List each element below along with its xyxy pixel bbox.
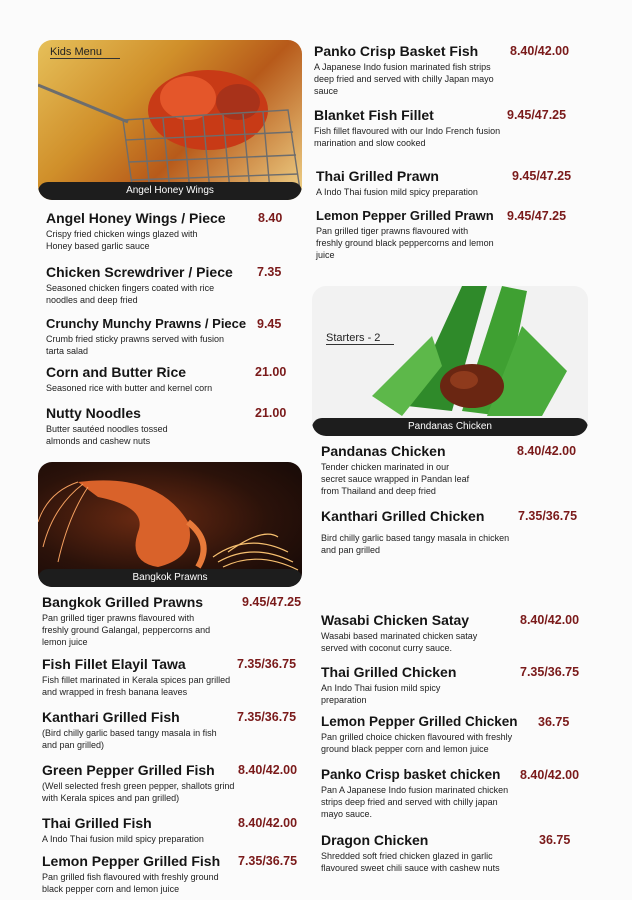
item-price: 9.45/47.25 <box>507 108 567 122</box>
item-description: Seasoned chicken fingers coated with rice noodles and deep fried <box>46 283 215 305</box>
item-name: Green Pepper Grilled Fish <box>42 762 215 778</box>
item-name: Lemon Pepper Grilled Prawn <box>316 208 494 223</box>
item-description: (Bird chilly garlic based tangy masala in fish and pan grilled) <box>42 728 217 750</box>
pandanas-chicken-photo <box>312 286 588 436</box>
bangkok-prawns-photo <box>38 462 302 587</box>
item-name: Chicken Screwdriver / Piece <box>46 264 233 280</box>
menu-item <box>42 762 306 804</box>
menu-item <box>321 714 591 755</box>
item-name: Thai Grilled Chicken <box>321 664 457 680</box>
item-name: Kanthari Grilled Chicken <box>321 508 485 524</box>
item-name: Crunchy Munchy Prawns / Piece <box>46 316 247 331</box>
menu-item <box>314 43 590 97</box>
item-name: Kanthari Grilled Fish <box>42 709 180 725</box>
menu-item <box>321 767 591 820</box>
item-name: Pandanas Chicken <box>321 443 446 459</box>
menu-item <box>321 832 591 874</box>
item-description: Shredded soft fried chicken glazed in garlic flavoured sweet chili sauce with cashew nuts <box>321 851 500 873</box>
menu-item <box>42 853 306 895</box>
item-description: A Japanese Indo fusion marinated fish strips deep fried and served with chilly Japan mayo sauce <box>314 62 494 96</box>
item-description: An Indo Thai fusion mild spicy preparation <box>321 683 441 705</box>
item-price: 7.35 <box>257 265 282 279</box>
item-description: A Indo Thai fusion mild spicy preparation <box>316 187 478 197</box>
item-price: 9.45/47.25 <box>242 595 302 609</box>
bangkok-prawns-caption: Bangkok Prawns <box>38 569 302 587</box>
menu-item <box>321 612 591 654</box>
item-description: Pan grilled fish flavoured with freshly ground black pepper corn and lemon juice <box>42 872 219 894</box>
item-price: 8.40/42.00 <box>238 763 298 777</box>
item-description: (Well selected fresh green pepper, shallots grind with Kerala spices and pan grilled) <box>42 781 235 803</box>
menu-item <box>42 815 306 845</box>
item-name: Fish Fillet Elayil Tawa <box>42 656 186 672</box>
item-name: Lemon Pepper Grilled Fish <box>42 853 221 869</box>
menu-item <box>46 210 296 252</box>
item-price: 7.35/36.75 <box>518 509 578 523</box>
item-price: 21.00 <box>255 365 287 379</box>
item-name: Nutty Noodles <box>46 405 141 421</box>
item-price: 36.75 <box>539 833 571 847</box>
item-name: Panko Crisp Basket Fish <box>314 43 479 59</box>
item-price: 7.35/36.75 <box>520 665 580 679</box>
item-description: Tender chicken marinated in our secret sauce wrapped in Pandan leaf from Thailand and deep fried <box>321 462 470 496</box>
menu-item <box>46 364 296 394</box>
item-price: 8.40/42.00 <box>520 613 580 627</box>
item-name: Panko Crisp basket chicken <box>321 767 501 782</box>
pandan-leaf-illustration <box>312 286 588 436</box>
item-price: 9.45/47.25 <box>512 169 572 183</box>
item-price: 21.00 <box>255 406 287 420</box>
menu-item <box>46 264 296 306</box>
menu-item <box>316 208 592 261</box>
starters-tag: Starters - 2 <box>326 332 394 345</box>
item-description: Bird chilly garlic based tangy masala in chicken and pan grilled <box>321 533 510 555</box>
kids-menu-photo <box>38 40 302 200</box>
fried-basket-illustration <box>38 40 302 200</box>
menu-item <box>42 709 306 751</box>
item-price: 8.40 <box>258 211 283 225</box>
item-description: Wasabi based marinated chicken satay served with coconut curry sauce. <box>321 631 478 653</box>
item-name: Blanket Fish Fillet <box>314 107 434 123</box>
item-name: Angel Honey Wings / Piece <box>46 210 226 226</box>
item-name: Thai Grilled Prawn <box>316 168 439 184</box>
menu-item <box>46 316 296 357</box>
item-description: Pan A Japanese Indo fusion marinated chicken strips deep fried and served with chilly japan mayo sauce. <box>321 785 509 819</box>
item-description: Seasoned rice with butter and kernel corn <box>46 383 213 393</box>
item-description: A Indo Thai fusion mild spicy preparation <box>42 834 204 844</box>
item-description: Pan grilled tiger prawns flavoured with freshly ground Galangal, peppercorns and lemon juice <box>42 613 211 647</box>
item-price: 8.40/42.00 <box>510 44 570 58</box>
item-price: 7.35/36.75 <box>237 710 297 724</box>
item-price: 8.40/42.00 <box>238 816 298 830</box>
item-name: Dragon Chicken <box>321 832 429 848</box>
item-price: 8.40/42.00 <box>520 768 580 782</box>
item-name: Lemon Pepper Grilled Chicken <box>321 714 518 729</box>
item-description: Crispy fried chicken wings glazed with Honey based garlic sauce <box>46 229 198 251</box>
item-description: Pan grilled choice chicken flavoured with freshly ground black pepper corn and lemon juice <box>321 732 513 754</box>
item-price: 7.35/36.75 <box>237 657 297 671</box>
menu-item <box>321 508 591 556</box>
menu-item <box>42 656 306 698</box>
item-price: 8.40/42.00 <box>517 444 577 458</box>
menu-item <box>316 168 592 198</box>
menu-item <box>42 594 306 648</box>
item-name: Bangkok Grilled Prawns <box>42 594 204 610</box>
item-price: 7.35/36.75 <box>238 854 298 868</box>
item-price: 9.45/47.25 <box>507 209 567 223</box>
menu-item <box>321 443 591 497</box>
item-description: Crumb fried sticky prawns served with fusion tarta salad <box>46 334 225 356</box>
menu-item <box>46 405 296 447</box>
item-price: 36.75 <box>538 715 570 729</box>
item-description: Pan grilled tiger prawns flavoured with freshly ground black peppercorns and lemon juice <box>316 226 494 260</box>
item-name: Wasabi Chicken Satay <box>321 612 470 628</box>
item-price: 9.45 <box>257 317 282 331</box>
item-description: Fish fillet marinated in Kerala spices pan grilled and wrapped in fresh banana leaves <box>42 675 231 697</box>
menu-item <box>314 107 590 149</box>
item-description: Fish fillet flavoured with our Indo French fusion marination and slow cooked <box>314 126 501 148</box>
item-name: Corn and Butter Rice <box>46 364 187 380</box>
menu-item <box>321 664 591 706</box>
pandanas-chicken-caption: Pandanas Chicken <box>312 418 588 436</box>
kids-menu-tag: Kids Menu <box>50 46 120 59</box>
item-description: Butter sautéed noodles tossed almonds and cashew nuts <box>46 424 168 446</box>
item-name: Thai Grilled Fish <box>42 815 152 831</box>
angel-honey-wings-caption: Angel Honey Wings <box>38 182 302 200</box>
